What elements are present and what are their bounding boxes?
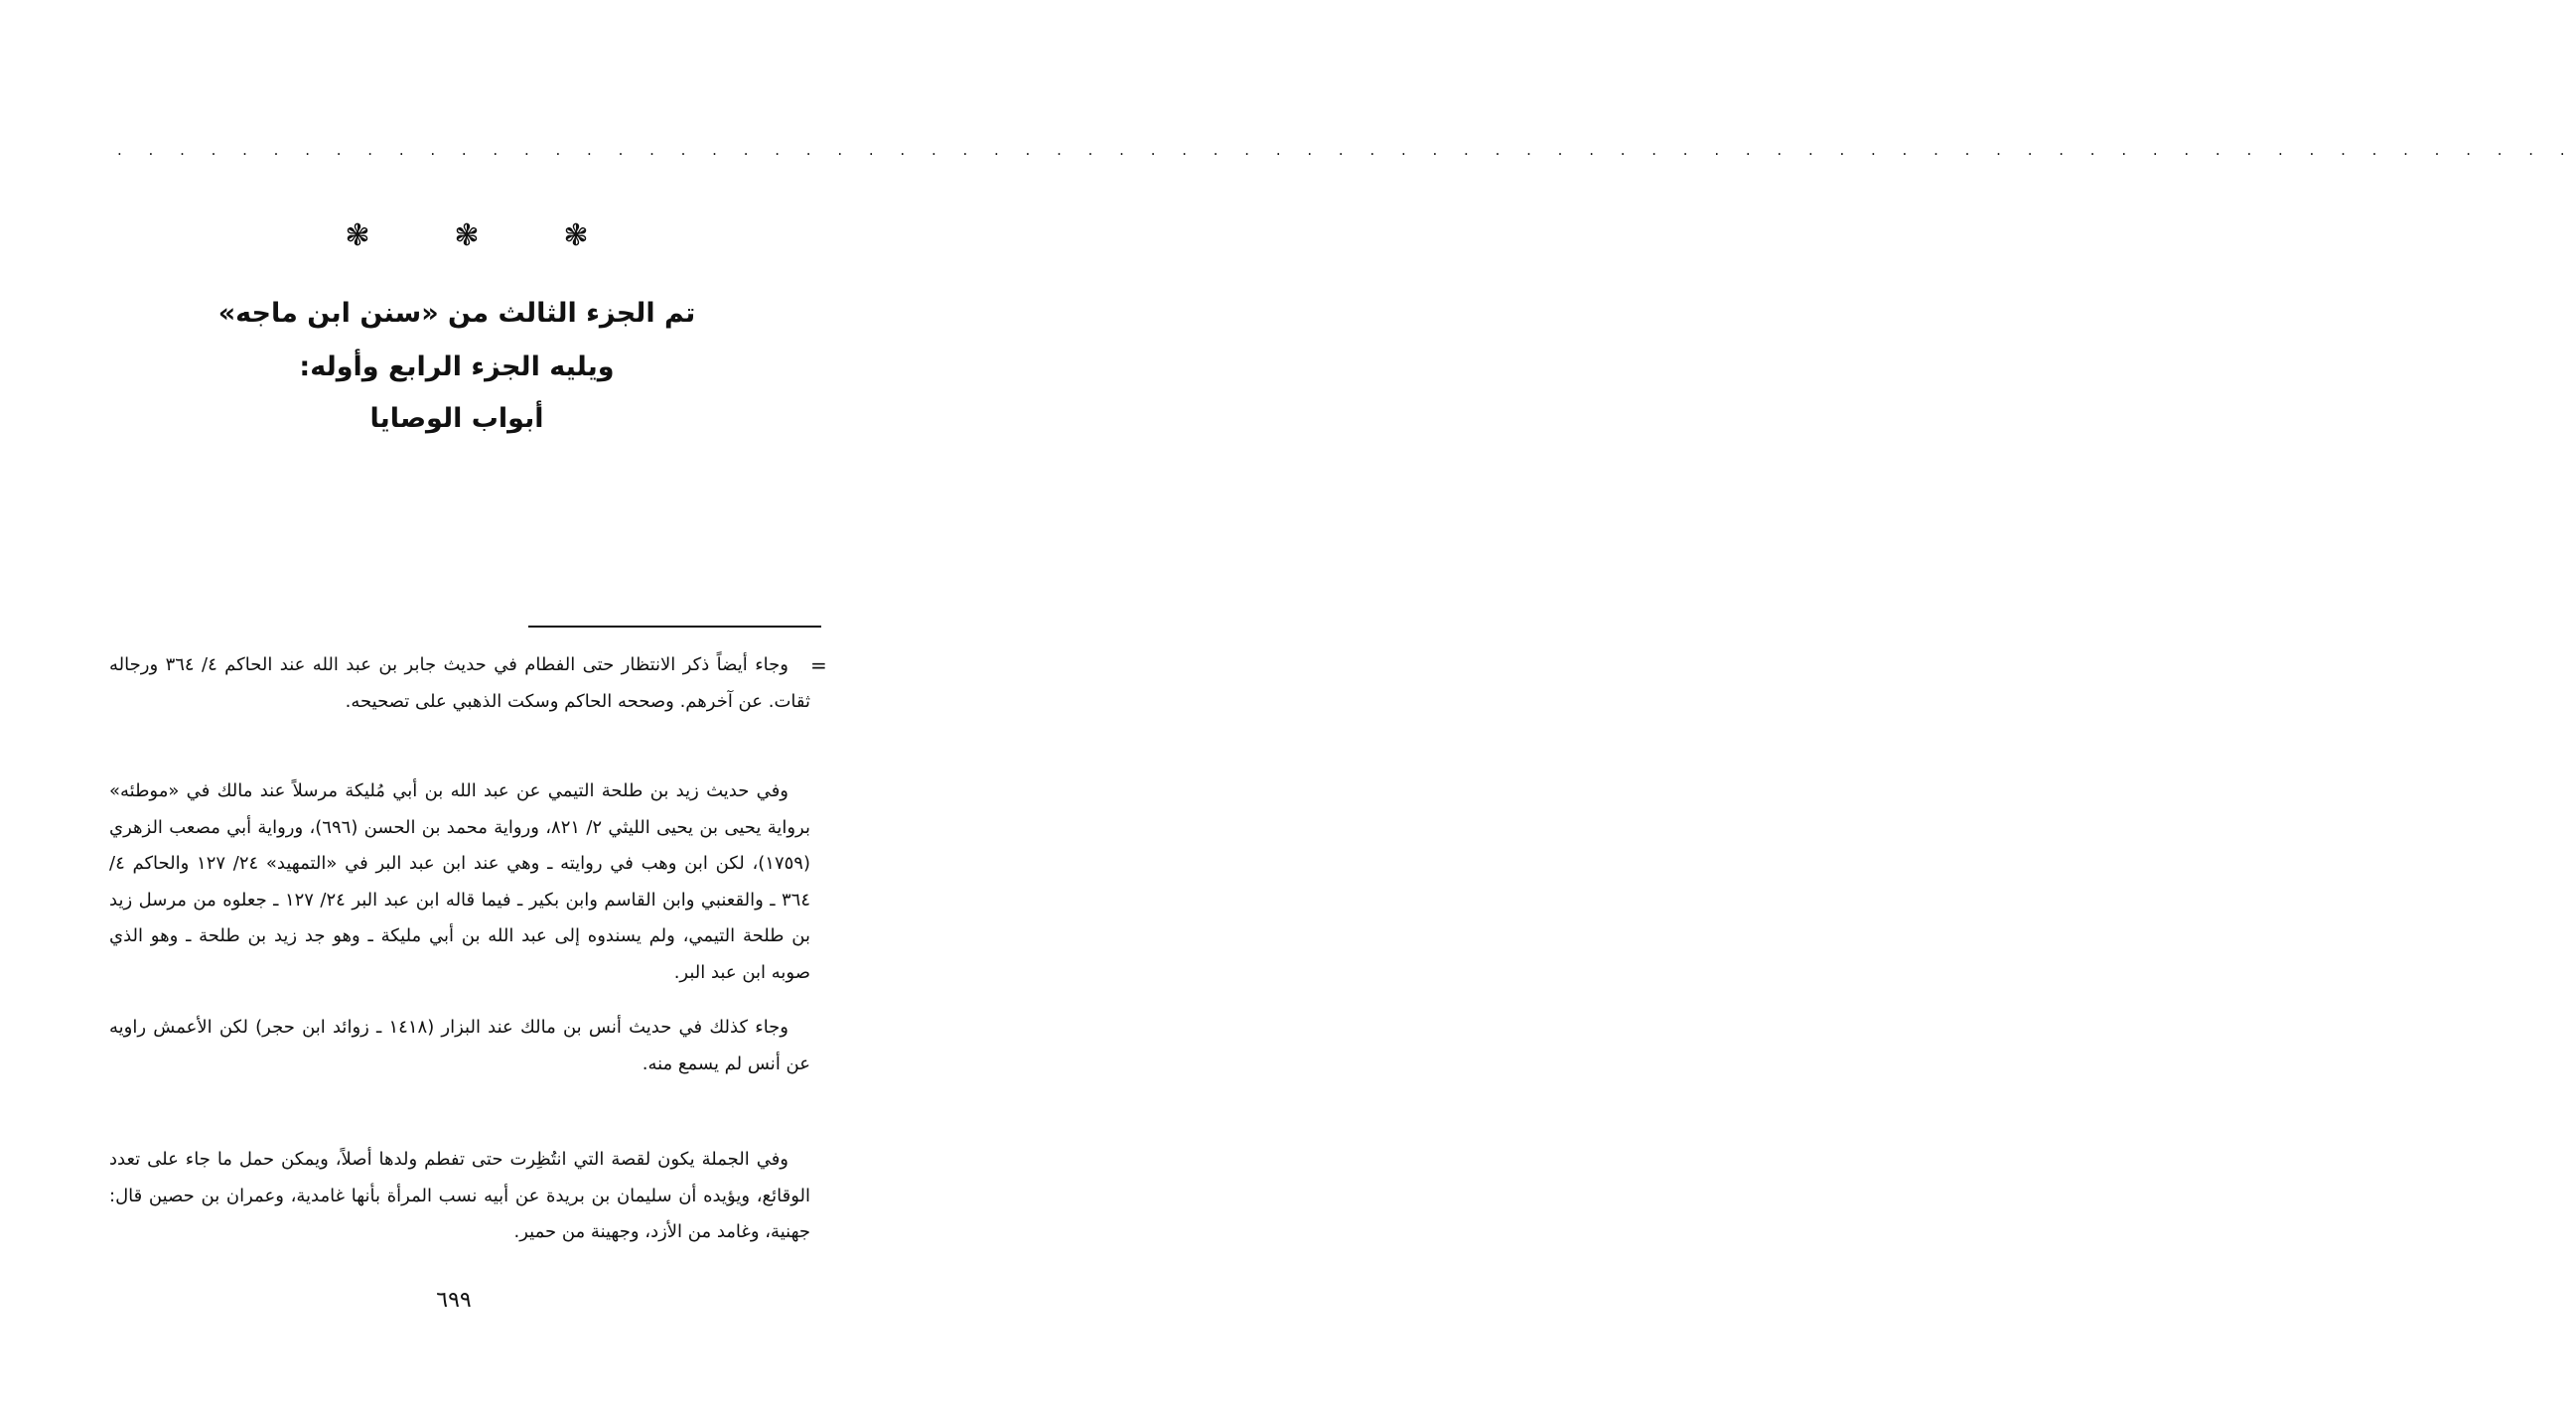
- ornament-row: [338, 216, 596, 256]
- ornament-star-icon: ❃: [454, 218, 480, 253]
- footnote-divider: [528, 626, 821, 628]
- footnote-paragraph: [109, 647, 810, 720]
- heading-line-1: تم الجزء الثالث من «سنن ابن ماجه»: [217, 298, 696, 329]
- ornament-star-icon: ❃: [345, 218, 370, 253]
- footnote-text: وجاء أيضاً ذكر الانتظار حتى الفطام في حديث جابر بن عبد الله عند الحاكم ٤/ ٣٦٤ ورجاله ثقات. عن آخرهم. وصححه الحاكم وسكت الذهبي على تصحيحه.: [109, 654, 810, 712]
- page-number: ٦٩٩: [436, 1288, 472, 1313]
- footnote-text: وفي الجملة يكون لقصة التي انتُظِرت حتى تفطم ولدها أصلاً، ويمكن حمل ما جاء على تعدد الوقائع، ويؤيده أن سليمان بن بريدة عن أبيه نسب المرأة بأنها غامدية، وعمران بن حصين قال: جهنية، وغامد من الأزد، وجهينة من حمير.: [109, 1149, 810, 1242]
- footnote-paragraph: [109, 1010, 810, 1082]
- footnote-paragraph: [109, 773, 810, 991]
- footnote-text: وجاء كذلك في حديث أنس بن مالك عند البزار (١٤١٨ ـ زوائد ابن حجر) لكن الأعمش راويه عن أنس لم يسمع منه.: [109, 1017, 810, 1074]
- footnote-text: وفي حديث زيد بن طلحة التيمي عن عبد الله بن أبي مُليكة مرسلاً عند مالك في «موطئه» برواية يحيى بن يحيى الليثي ٢/ ٨٢١، ورواية محمد بن الحسن (٦٩٦)، ورواية أبي مصعب الزهري (١٧٥٩)، لكن ابن وهب في روايته ـ وهي عند ابن عبد البر في «التمهيد» ٢٤/ ١٢٧ والحاكم ٤/ ٣٦٤ ـ والقعنبي وابن القاسم وابن بكير ـ فيما قاله ابن عبد البر ٢٤/ ١٢٧ ـ جعلوه من مرسل زيد بن طلحة التيمي، ولم يسندوه إلى عبد الله بن أبي مليكة ـ وهو جد زيد بن طلحة ـ وهو الذي صوبه ابن عبد البر.: [109, 780, 810, 983]
- heading-line-3: أبواب الوصايا: [369, 403, 544, 434]
- heading-line-2: ويليه الجزء الرابع وأوله:: [299, 351, 615, 382]
- footnote-paragraph: [109, 1142, 810, 1251]
- ornament-star-icon: ❃: [563, 218, 589, 253]
- footnote-continuation-mark: =: [810, 653, 827, 677]
- dotted-separator: . . . . . . . . . . . . . . . . . . . . . . . . . . . . . . . . . . . . . . . . . . . . . . . . . . . . . . . . . . . . . . . . . . . . . . . . . . . . . . .: [117, 141, 2576, 159]
